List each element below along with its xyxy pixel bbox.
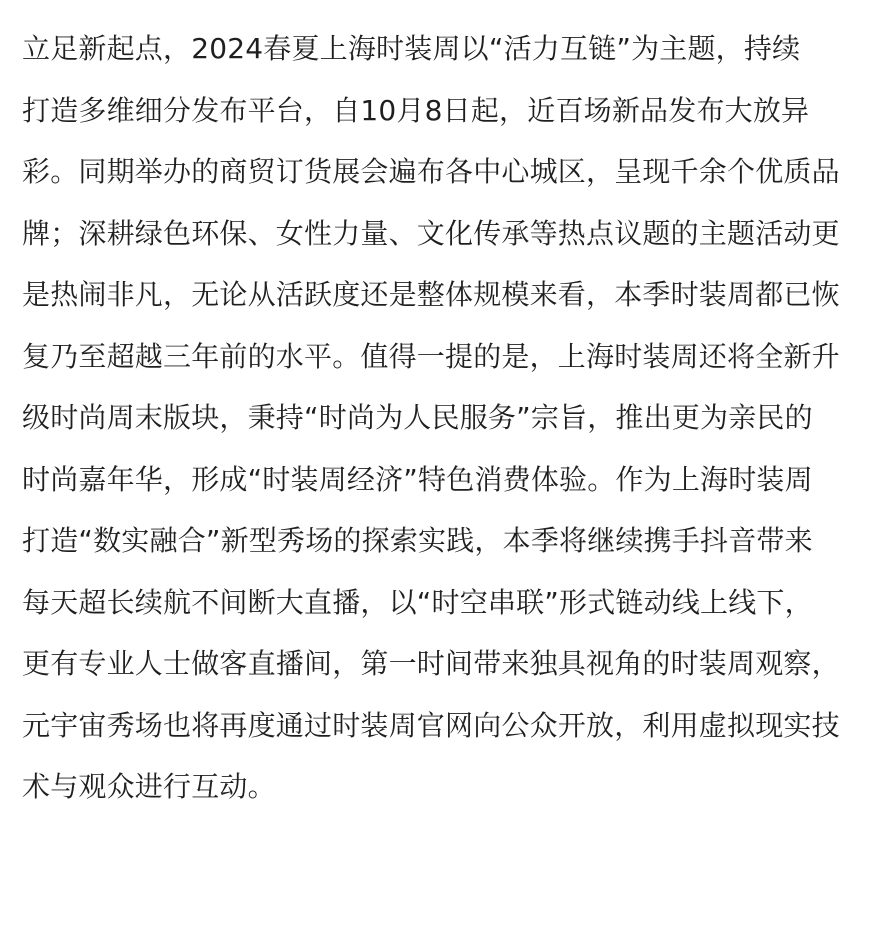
text-line: 彩。同期举办的商贸订货展会遍布各中心城区，呈现千余个优质品 [22, 155, 840, 188]
text-line: 更有专业人士做客直播间，第一时间带来独具视角的时装周观察， [22, 647, 840, 680]
text-line: 牌；深耕绿色环保、女性力量、文化传承等热点议题的主题活动更 [22, 216, 840, 250]
text-line: 是热闹非凡，无论从活跃度还是整体规模来看，本季时装周都已恢 [22, 278, 840, 311]
text-line: 打造多维细分发布平台，自10月8日起，近百场新品发布大放异 [22, 93, 810, 127]
text-line: 时尚嘉年华，形成“时装周经济”特色消费体验。作为上海时装周 [22, 462, 813, 496]
text-line: 每天超长续航不间断大直播，以“时空串联”形式链动线上线下， [22, 585, 813, 619]
text-line: 立足新起点，2024春夏上海时装周以“活力互链”为主题，持续 [22, 32, 801, 65]
article-body [22, 20, 878, 820]
text-line: 打造“数实融合”新型秀场的探索实践，本季将继续携手抖音带来 [22, 524, 813, 557]
text-line: 元宇宙秀场也将再度通过时装周官网向公众开放，利用虚拟现实技 [22, 708, 840, 742]
text-line: 级时尚周末版块，秉持“时尚为人民服务”宗旨，推出更为亲民的 [22, 401, 813, 434]
text-line: 复乃至超越三年前的水平。值得一提的是，上海时装周还将全新升 [22, 339, 840, 373]
text-line: 术与观众进行互动。 [22, 770, 276, 803]
